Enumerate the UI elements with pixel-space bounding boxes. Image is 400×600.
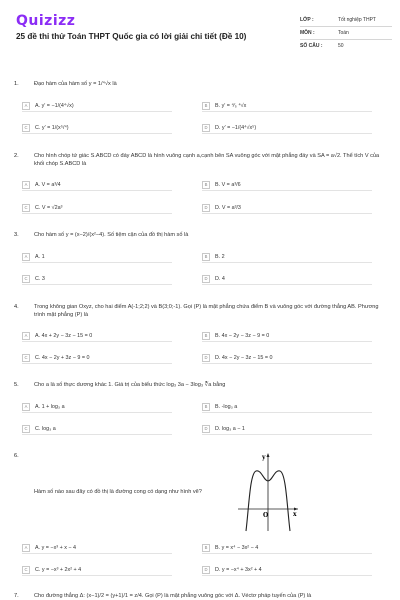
option-letter: A: [22, 253, 30, 261]
question-6-option-b[interactable]: [202, 543, 372, 554]
option-text: A. y′ = −1/(4⁴√x): [35, 103, 74, 109]
question-3-option-c[interactable]: [22, 274, 172, 285]
option-text: B. -log₃ a: [215, 404, 238, 410]
question-number: 4.: [14, 304, 19, 310]
option-letter: A: [22, 181, 30, 189]
question-text: Đạo hàm của hàm số y = 1/⁴√x là: [34, 81, 117, 87]
option-letter: D: [202, 354, 210, 362]
option-text: B. y′ = ⁴⁄₅ ⁴√x: [215, 103, 247, 109]
option-letter: D: [202, 275, 210, 283]
meta-label: MÔN :: [300, 30, 315, 36]
option-letter: A: [22, 403, 30, 411]
option-text: C. V = √2a³: [35, 205, 63, 211]
option-text: D. 4x − 2y − 3z − 15 = 0: [215, 355, 273, 361]
option-text: D. V = a³/3: [215, 205, 241, 211]
option-text: A. y = −x³ + x − 4: [35, 545, 77, 551]
option-text: C. 3: [35, 276, 45, 282]
question-6-option-a[interactable]: [22, 543, 172, 554]
question-6-option-c[interactable]: [22, 565, 172, 576]
question-text: Cho hình chóp tứ giác S.ABCD có đáy ABCD là hình vuông cạnh a,cạnh bên SA vuông góc với mặt phẳng đáy và SA = a√2. Thể tích V của khối chóp S.ABCD là: [34, 153, 380, 167]
option-letter: C: [22, 425, 30, 433]
option-text: D. y = −x⁴ + 3x² + 4: [215, 567, 262, 573]
meta-row-class: [300, 14, 392, 27]
graph-y-label: y: [262, 454, 266, 461]
question-2-option-a[interactable]: [22, 180, 172, 191]
option-text: C. 4x − 2y + 3z − 9 = 0: [35, 355, 90, 361]
question-text: Hàm số nào sau đây có đồ thị là đường cong có dạng như hình vẽ?: [34, 489, 202, 495]
option-text: C. log₃ a: [35, 426, 56, 432]
question-5-option-c[interactable]: [22, 424, 172, 435]
meta-value: 50: [338, 43, 344, 49]
option-letter: C: [22, 354, 30, 362]
meta-row-subject: [300, 27, 392, 40]
meta-value: Toán: [338, 30, 349, 36]
option-letter: C: [22, 566, 30, 574]
option-letter: A: [22, 102, 30, 110]
question-text: Cho đường thẳng Δ: (x−1)/2 = (y+1)/1 = z/4. Gọi (P) là mặt phẳng vuông góc với Δ. Véctơ pháp tuyến của (P) là: [34, 593, 312, 599]
question-number: 7.: [14, 593, 19, 599]
option-letter: B: [202, 544, 210, 552]
question-3-option-b[interactable]: [202, 252, 372, 263]
option-letter: B: [202, 332, 210, 340]
option-letter: B: [202, 403, 210, 411]
option-letter: C: [22, 204, 30, 212]
question-3-option-a[interactable]: [22, 252, 172, 263]
question-1-option-a[interactable]: [22, 101, 172, 112]
option-letter: D: [202, 566, 210, 574]
question-number: 3.: [14, 232, 19, 238]
question-4-option-c[interactable]: [22, 353, 172, 364]
y-axis-arrow: [267, 453, 270, 457]
question-5-option-a[interactable]: [22, 402, 172, 413]
question-4-option-b[interactable]: [202, 331, 372, 342]
question-4-option-d[interactable]: [202, 353, 372, 364]
option-letter: D: [202, 124, 210, 132]
graph-origin-label: O: [263, 512, 269, 519]
option-text: C. y = −x³ + 2x² + 4: [35, 567, 82, 573]
question-number: 1.: [14, 81, 19, 87]
meta-value: Tốt nghiệp THPT: [338, 17, 376, 23]
option-text: D. 4: [215, 276, 225, 282]
option-text: A. 1: [35, 254, 45, 260]
question-number: 2.: [14, 153, 19, 159]
option-letter: B: [202, 181, 210, 189]
option-text: D. log₃ a − 1: [215, 426, 245, 432]
option-text: B. 2: [215, 254, 225, 260]
option-letter: C: [22, 124, 30, 132]
question-number: 5.: [14, 382, 19, 388]
option-letter: A: [22, 544, 30, 552]
question-5-option-d[interactable]: [202, 424, 372, 435]
meta-label: SỐ CÂU :: [300, 43, 323, 49]
option-text: C. y′ = 1/(x⁵/⁴): [35, 125, 69, 131]
question-1-option-b[interactable]: [202, 101, 372, 112]
meta-label: LỚP :: [300, 17, 314, 23]
question-text: Trong không gian Oxyz, cho hai điểm A(-1;2;2) và B(3;0;-1). Gọi (P) là mặt phẳng chứa điểm B và vuông góc với đường thẳng AB. Phương trình mặt phẳng (P) là: [34, 304, 379, 318]
quizizz-logo: Quizizz: [16, 13, 76, 29]
option-text: D. y′ = −1/(4⁴√x⁵): [215, 125, 257, 131]
question-5-option-b[interactable]: [202, 402, 372, 413]
option-letter: D: [202, 204, 210, 212]
meta-row-question-count: [300, 40, 392, 52]
option-text: A. 1 + log₃ a: [35, 404, 65, 410]
option-letter: B: [202, 102, 210, 110]
graph-x-label: x: [293, 511, 297, 518]
option-letter: B: [202, 253, 210, 261]
option-text: A. 4x + 2y − 3z − 15 = 0: [35, 333, 93, 339]
option-letter: D: [202, 425, 210, 433]
question-number: 6.: [14, 453, 19, 459]
option-letter: C: [22, 275, 30, 283]
question-4-option-a[interactable]: [22, 331, 172, 342]
question-3-option-d[interactable]: [202, 274, 372, 285]
question-2-option-b[interactable]: [202, 180, 372, 191]
option-letter: A: [22, 332, 30, 340]
option-text: B. V = a³/6: [215, 182, 241, 188]
question-6-option-d[interactable]: [202, 565, 372, 576]
question-2-option-d[interactable]: [202, 203, 372, 214]
option-text: A. V = a³/4: [35, 182, 61, 188]
option-text: B. y = x⁴ − 3x² − 4: [215, 545, 259, 551]
question-1-option-d[interactable]: [202, 123, 372, 134]
question-text: Cho hàm số y = (x−2)/(x²−4). Số tiệm cận của đồ thị hàm số là: [34, 232, 189, 238]
page-title: 25 đề thi thử Toán THPT Quốc gia có lời giải chi tiết (Đề 10): [16, 32, 247, 41]
option-text: B. 4x − 2y − 3z − 9 = 0: [215, 333, 270, 339]
question-1-option-c[interactable]: [22, 123, 172, 134]
meta-table: [300, 14, 392, 52]
function-graph: [236, 451, 300, 533]
question-text: Cho a là số thực dương khác 1. Giá trị của biểu thức log₃ 3a − 3log₃ ∛a bằng: [34, 382, 226, 388]
question-2-option-c[interactable]: [22, 203, 172, 214]
